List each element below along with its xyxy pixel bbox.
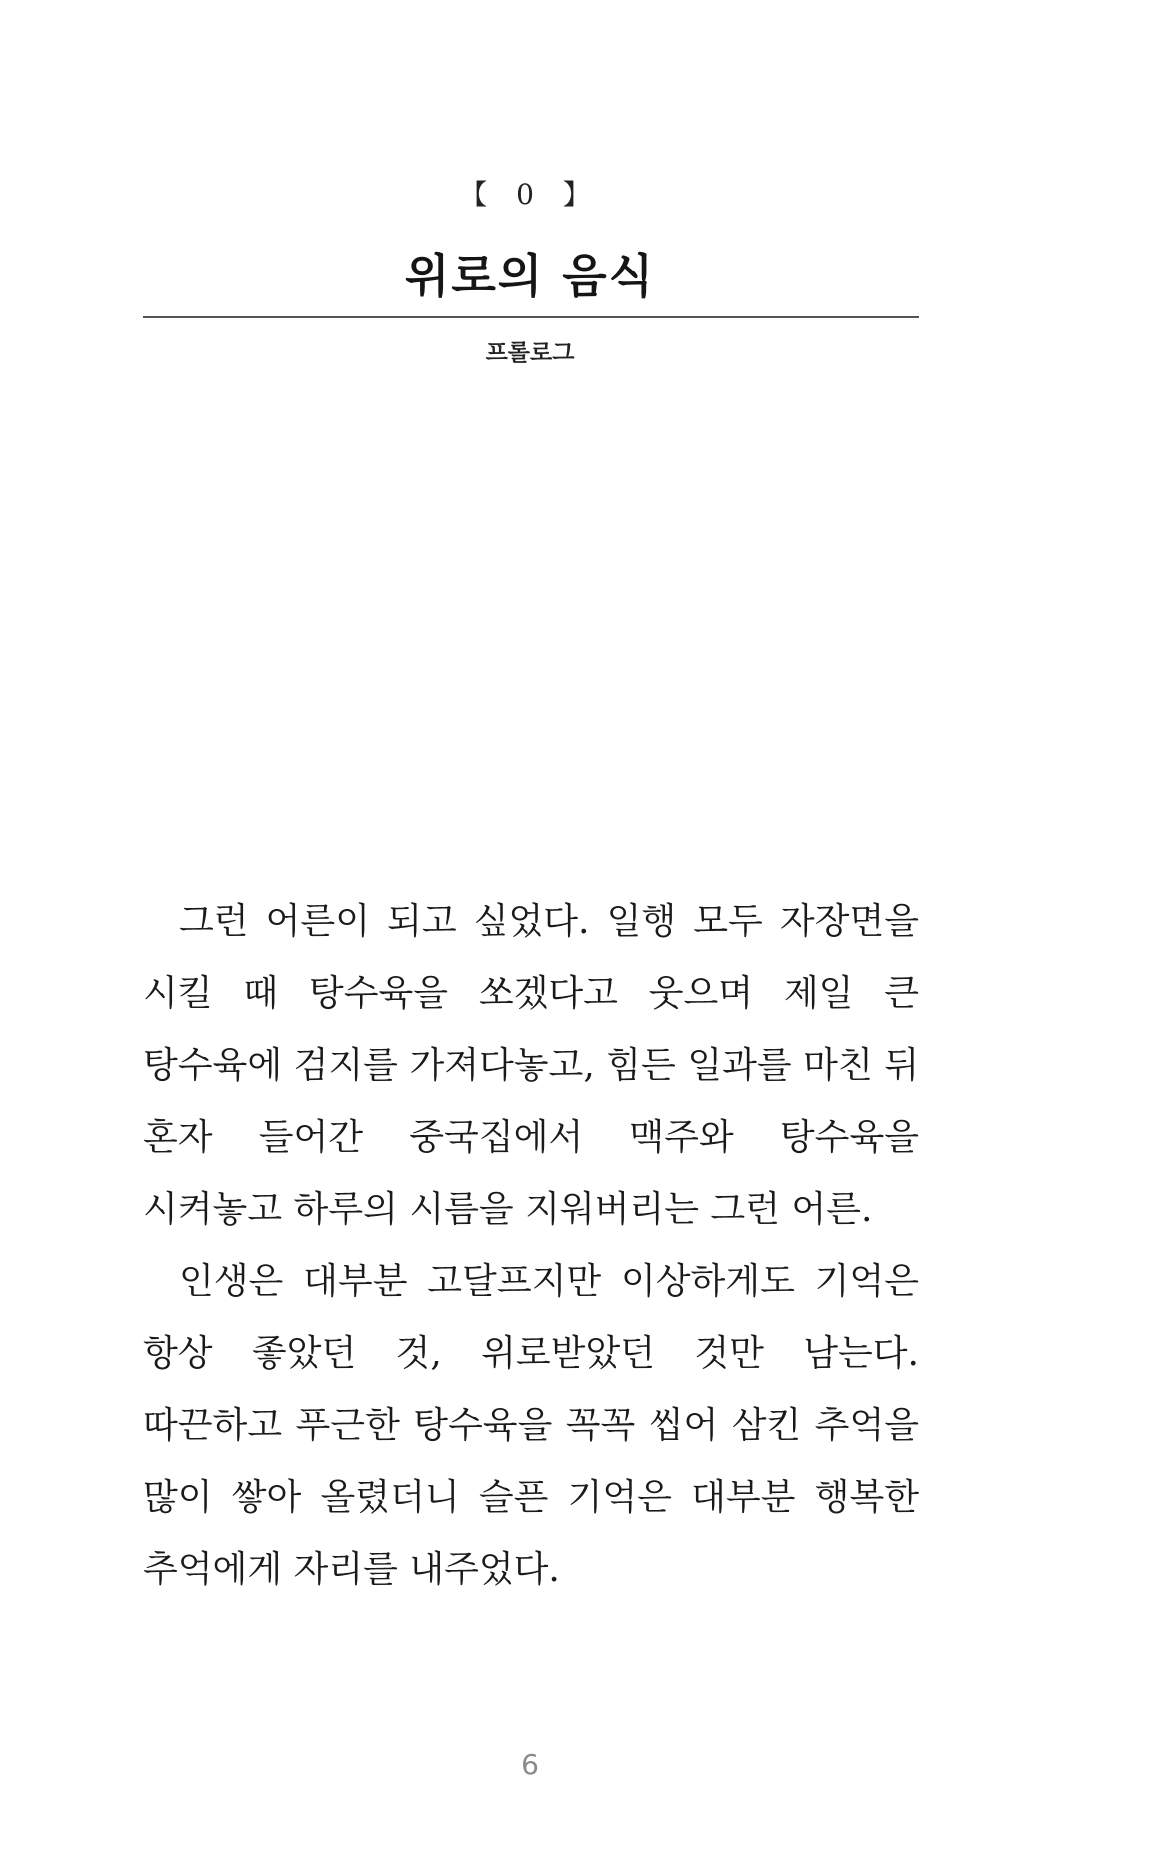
page-number: 6	[521, 1748, 539, 1781]
title-divider	[143, 316, 919, 318]
chapter-subtitle: 프롤로그	[485, 340, 575, 366]
paragraph: 인생은 대부분 고달프지만 이상하게도 기억은 항상 좋았던 것, 위로받았던 것만 남는다. 따끈하고 푸근한 탕수육을 꼭꼭 씹어 삼킨 추억을 많이 쌓아 올렸더니 슬픈 기억은 대부분 행복한 추억에게 자리를 내주었다.	[143, 1261, 919, 1590]
paragraph: 그런 어른이 되고 싶었다. 일행 모두 자장면을 시킬 때 탕수육을 쏘겠다고 웃으며 제일 큰 탕수육에 검지를 가져다놓고, 힘든 일과를 마친 뒤 혼자 들어간 중국집에서 맥주와 탕수육을 시켜놓고 하루의 시름을 지워버리는 그런 어른.	[143, 901, 919, 1230]
chapter-title: 위로의 음식	[404, 249, 656, 303]
chapter-number: 【 0 】	[459, 178, 601, 211]
body-text	[143, 886, 919, 1606]
